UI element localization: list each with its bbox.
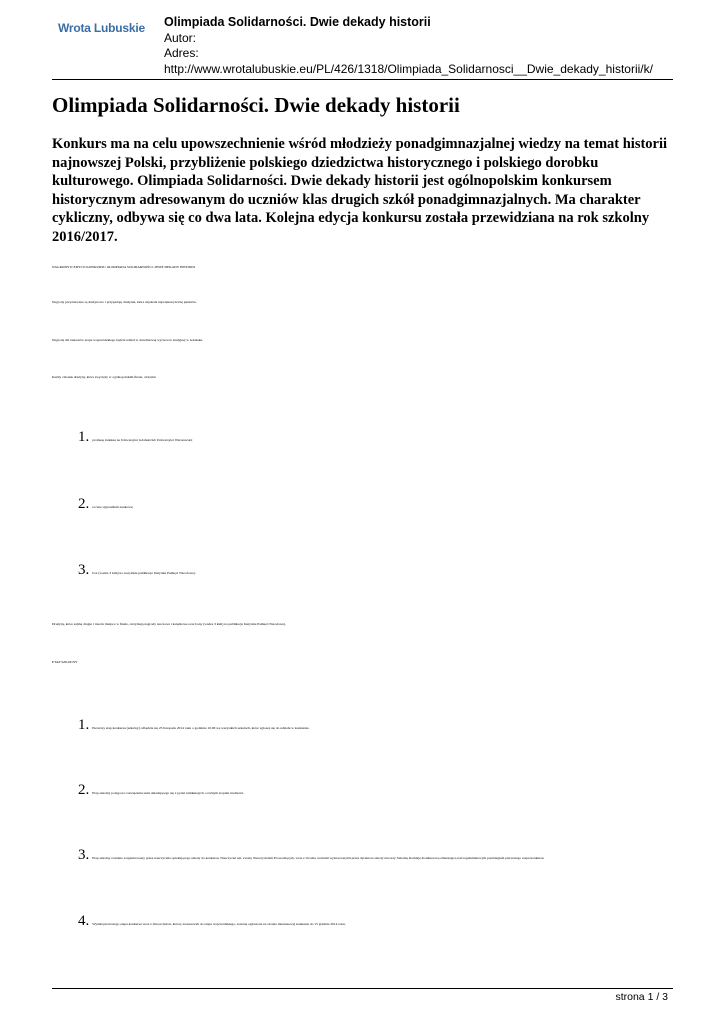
address-label: Adres:: [164, 46, 199, 60]
awards-paragraph-1: Nagrody przyznawane są drużynowo i przypadają drużynie, która uzyskała największą liczbę punktów.: [52, 300, 197, 304]
header-divider: [52, 79, 673, 80]
list-number: 3.: [78, 847, 90, 863]
awards-heading: NAGRODY II EDYCJI KONKURSU OLIMPIADA SOLIDARNOŚCI. DWIE DEKADY HISTORII: [52, 265, 195, 269]
list-item: [78, 561, 196, 579]
awards-paragraph-2: Nagrodą dla laureatów etapu wojewódzkiego będzie udział w dwudniowej wycieczce studyjnej w Gdańsku.: [52, 338, 204, 342]
footer-divider: [52, 988, 673, 989]
lead-paragraph: Konkurs ma na celu upowszechnienie wśród młodzieży ponadgimnazjalnej wiedzy na temat historii najnowszej Polski, przybliżenie polskiego dziedzictwa historycznego i polskiego dorobku kulturowego. Olimpiada Solidarności. Dwie dekady historii jest ogólnopolskim konkursem historycznym adresowanym do uczniów klas drugich szkół ponadgimnazjalnych. Ma charakter cykliczny, odbywa się co dwa lata. Kolejna edycja konkursu została przewidziana na rok szkolny 2016/2017.: [52, 136, 668, 245]
list-number: 2.: [78, 496, 90, 512]
list-text: Etap szkolny zostanie zorganizowany przez nauczyciela opiekującego szkoły do konkursu. Nauczyciel ten, zwany Nauczycielem Prowadzącym, wraz z dwoma osobami wyznaczonymi przez dyrektora szkoły utworzy Szkolną Komisję Konkursową zmuszającą nad regulaminowym przebiegiem pierwszego etapu konkursu.: [92, 856, 545, 860]
list-item: [78, 495, 133, 513]
page-number: strona 1 / 3: [615, 991, 668, 1003]
list-item: [78, 716, 310, 734]
awards-paragraph-4: Drużyny, które zajmą drugie i trzecie miejsce w finale, otrzymają nagrody rzeczowe i książkowe oraz bony (wadze 3 kim) na publikacje Instytutu Pamięci Narodowej.: [52, 622, 286, 626]
awards-paragraph-3: Każdy członek drużyny, która zwycięży w ogólnopolskim finale, otrzyma:: [52, 375, 157, 379]
list-number: 1.: [78, 717, 90, 733]
list-item: [78, 912, 346, 930]
list-number: 1.: [78, 429, 90, 445]
list-text: Pierwszy etap konkursu (szkolny) odbędzie się 25 listopada 2014 roku o godzinie 10.00 we wszystkich szkołach, które zgłoszą się do udziału w konkursie.: [92, 726, 310, 730]
header-meta: [164, 15, 653, 77]
list-item: [78, 846, 544, 864]
header-title: Olimpiada Solidarności. Dwie dekady historii: [164, 15, 431, 29]
page-header: [0, 0, 725, 80]
page-title: Olimpiada Solidarności. Dwie dekady historii: [52, 93, 460, 117]
list-item: [78, 781, 244, 799]
list-item: [78, 428, 193, 446]
list-number: 4.: [78, 913, 90, 929]
list-text: Etap szkolny polega na rozwiązaniu testu składającego się z pytań zamkniętych o różnym stopniu trudności.: [92, 791, 244, 795]
list-number: 2.: [78, 782, 90, 798]
list-text: promesę indeksu na Uniwersytet Gdański lub Uniwersytet Warszawski;: [92, 438, 193, 442]
list-text: Wyniki pierwszego etapu konkursu wraz z listą uczniów, którzy awansowali do etapu wojewódzkiego, zostaną ogłoszone na stronie internetowej konkursu do 15 grudnia 2014 roku.: [92, 922, 346, 926]
list-number: 3.: [78, 562, 90, 578]
list-text: roczne stypendium naukowe;: [92, 505, 134, 509]
site-logo: Wrota Lubuskie: [58, 21, 145, 35]
stage-heading: ETAP SZKOLNY: [52, 660, 78, 664]
list-text: box (wadze 3 kim) na wszystkie publikacje Instytutu Pamięci Narodowej.: [92, 571, 196, 575]
author-label: Autor:: [164, 30, 197, 45]
source-url[interactable]: http://www.wrotalubuskie.eu/PL/426/1318/Olimpiada_Solidarnosci__Dwie_dekady_historii/k/: [164, 61, 653, 76]
